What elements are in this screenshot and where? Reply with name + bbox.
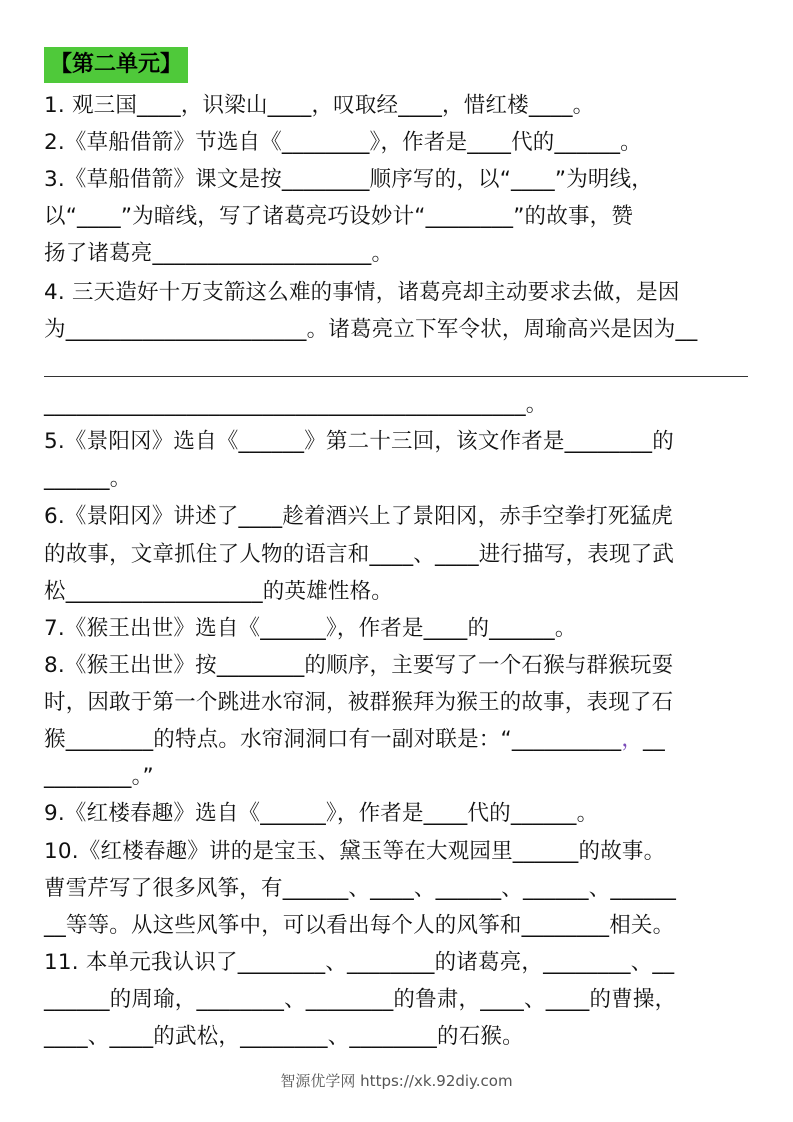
question-3-line-1: 3.《草船借箭》课文是按________顺序写的，以“____”为明线， [44, 167, 653, 192]
question-11-line-3: ____、____的武松，________、________的石猴。 [44, 1024, 524, 1049]
question-8-line-2: 时，因敢于第一个跳进水帘洞，被群猴拜为猴王的故事，表现了石 [44, 690, 674, 715]
question-10-line-2: 曹雪芹写了很多风筝，有______、____、______、______、______ [44, 876, 677, 901]
question-5-line-1: 5.《景阳冈》选自《______》第二十三回，该文作者是________的 [44, 429, 674, 454]
question-6-line-3: 松__________________的英雄性格。 [44, 579, 394, 604]
question-5-line-2: ______。 [44, 466, 132, 491]
question-8-line-4: ________。” [44, 764, 154, 789]
question-10-line-3: __等等。从这些风筝中，可以看出每个人的风筝和________相关。 [44, 913, 675, 938]
question-11-line-1: 11. 本单元我认识了________、________的诸葛亮，________、__ [44, 950, 675, 975]
question-6-line-2: 的故事，文章抓住了人物的语言和____、____进行描写，表现了武 [44, 542, 675, 567]
question-11-line-2: ______的周瑜，________、________的鲁肃，____、____的曹操， [44, 987, 677, 1012]
couplet-lead-text: 猴________的特点。水帘洞洞口有一副对联是：“__________ [44, 727, 622, 752]
question-4-line-1: 4. 三天造好十万支箭这么难的事情，诸葛亮却主动要求去做，是因 [44, 280, 680, 305]
question-3-line-2: 以“____”为暗线，写了诸葛亮巧设妙计“________”的故事，赞 [44, 204, 634, 229]
question-8-line-3 [44, 728, 665, 752]
question-9-line: 9.《红楼春趣》选自《______》，作者是____代的______。 [44, 801, 599, 826]
question-1-line: 1. 观三国____，识梁山____，叹取经____，惜红楼____。 [44, 93, 595, 118]
question-4-line-2: 为______________________。诸葛亮立下军令状，周瑜高兴是因为__ [44, 317, 698, 342]
question-7-line: 7.《猴王出世》选自《______》，作者是____的______。 [44, 616, 577, 641]
question-8-line-1: 8.《猴王出世》按________的顺序，主要写了一个石猴与群猴玩耍 [44, 653, 674, 678]
unit-heading: 【第二单元】 [44, 47, 188, 83]
question-6-line-1: 6.《景阳冈》讲述了____趁着酒兴上了景阳冈，赤手空拳打死猛虎 [44, 504, 673, 529]
question-10-line-1: 10.《红楼春趣》讲的是宝玉、黛玉等在大观园里______的故事。 [44, 839, 666, 864]
footer-watermark: 智源优学网 https://xk.92diy.com [280, 1072, 513, 1090]
couplet-tail-blank: __ [643, 727, 665, 752]
couplet-comma: ， [621, 727, 644, 752]
question-2-line: 2.《草船借箭》节选自《________》，作者是____代的______。 [44, 130, 642, 155]
question-3-line-3: 扬了诸葛亮____________________。 [44, 241, 394, 266]
question-4-answer-rule [44, 376, 748, 377]
question-4-line-3: ____________________________________________。 [44, 392, 548, 417]
